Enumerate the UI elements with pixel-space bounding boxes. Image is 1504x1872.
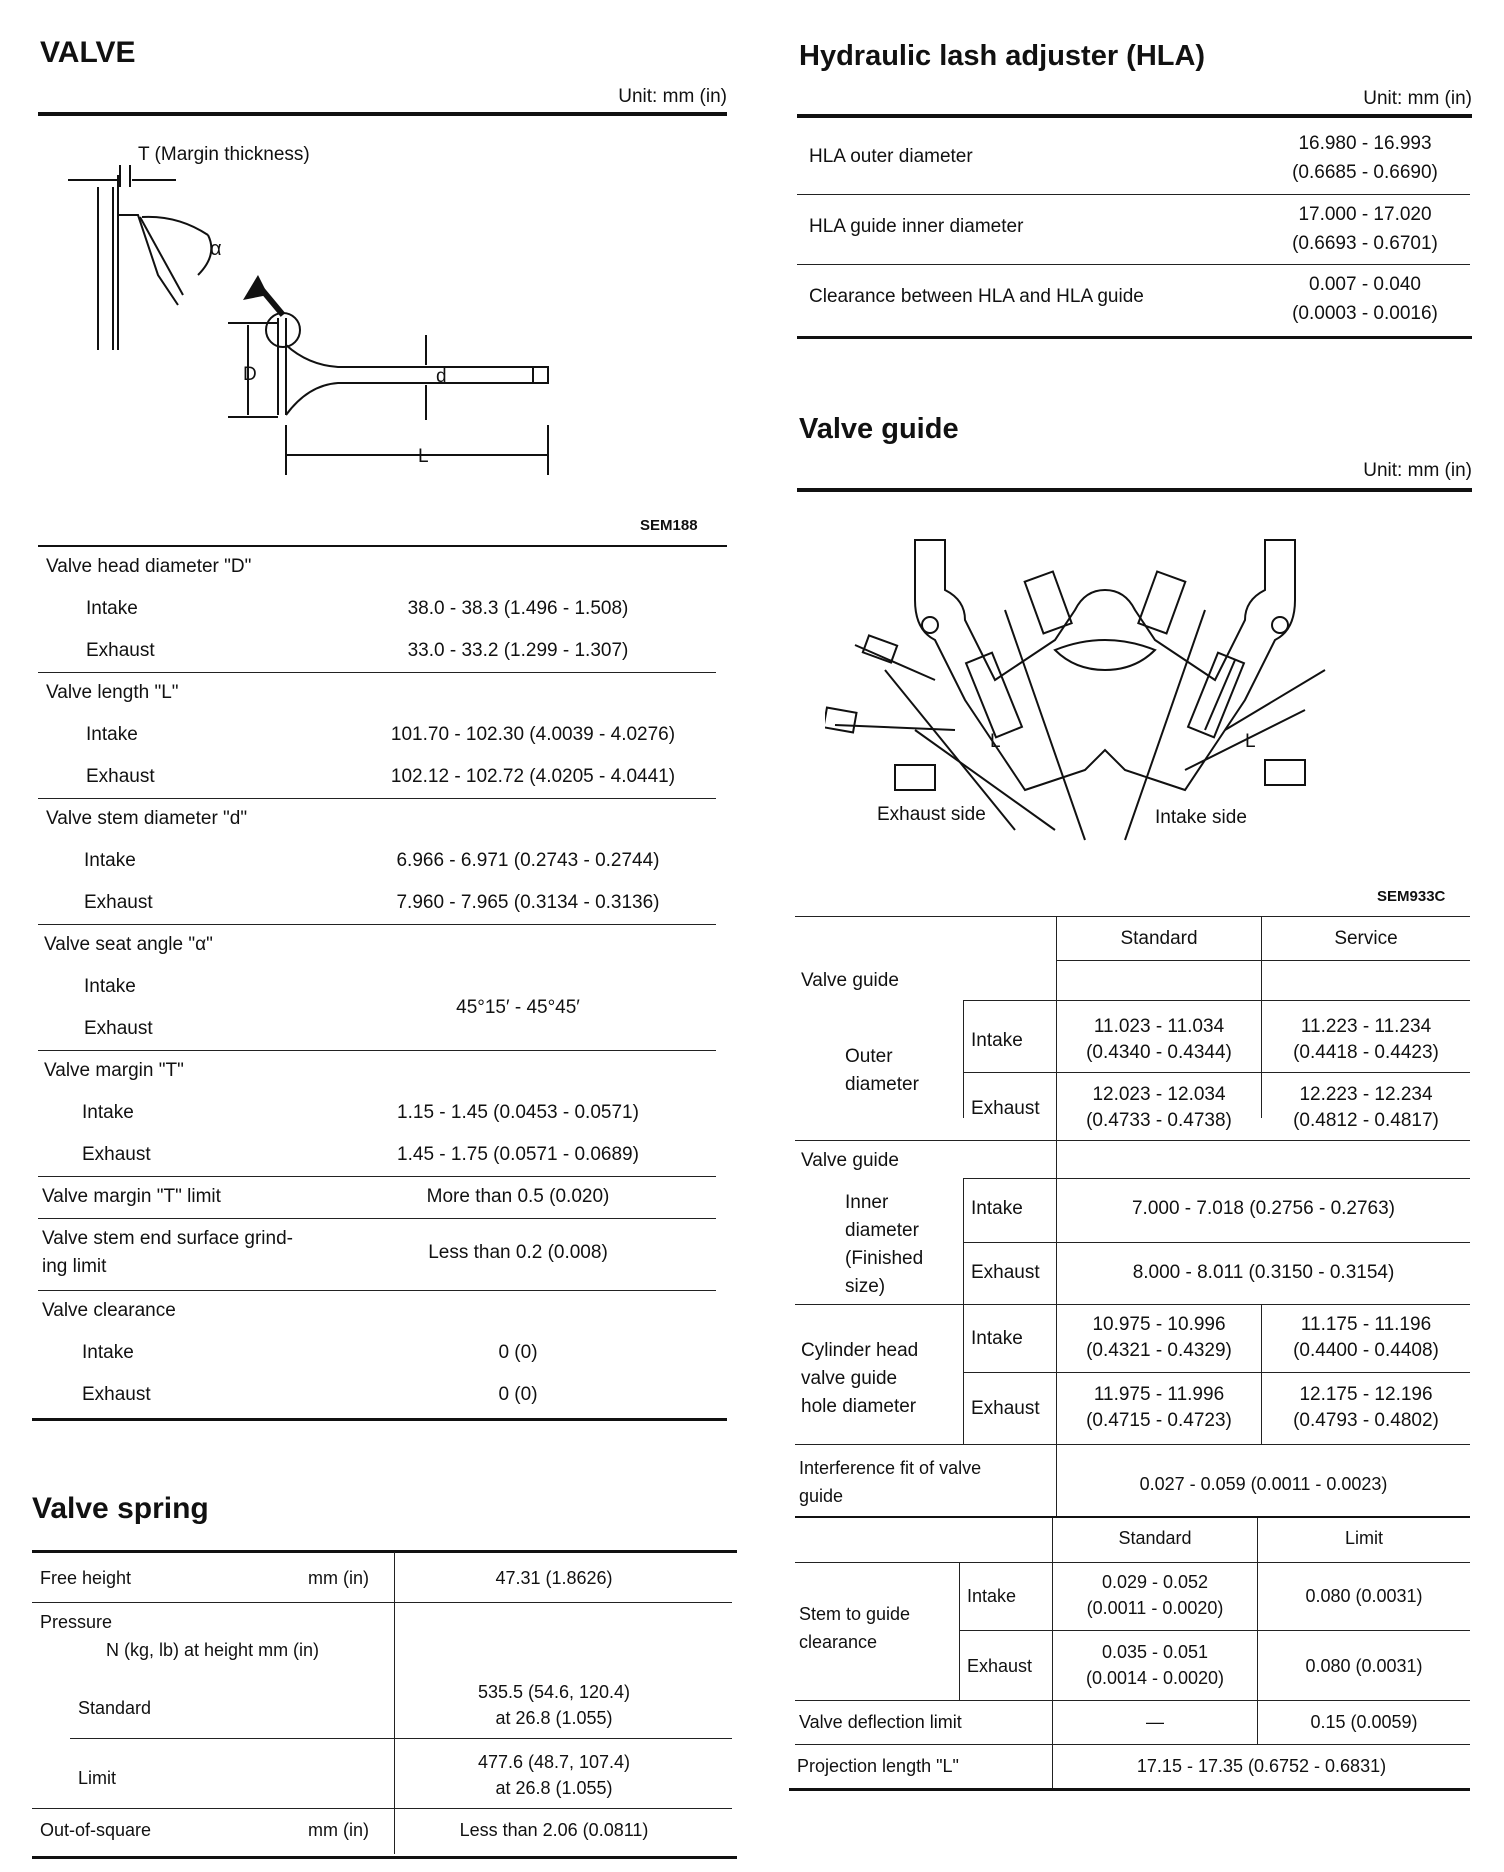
valve-spring-title: Valve spring [32, 1492, 209, 1525]
hla-title: Hydraulic lash adjuster (HLA) [799, 40, 1206, 72]
limit-value-1: 477.6 (48.7, 107.4) [477, 1752, 631, 1772]
row-rule [70, 1738, 732, 1739]
guide-l-label-1: L [990, 731, 1001, 752]
od-intake-srv-1: 11.223 - 11.234 [1300, 1016, 1432, 1037]
sg-header-standard: Standard [1118, 1528, 1192, 1548]
row-rule [797, 264, 1470, 265]
valve-title-rule [38, 112, 727, 116]
valve-seat-angle-label: Valve seat angle "α" [44, 934, 213, 955]
ch-exhaust-srv-1: 12.175 - 12.196 [1299, 1384, 1433, 1405]
od-intake-std-2: (0.4340 - 0.4344) [1086, 1042, 1232, 1063]
interference-value: 0.027 - 0.059 (0.0011 - 0.0023) [1139, 1474, 1388, 1494]
od-exhaust-std-2: (0.4733 - 0.4738) [1086, 1110, 1232, 1131]
limit-value-2: at 26.8 (1.055) [495, 1778, 613, 1798]
hla-guide-inner-value-1: 17.000 - 17.020 [1298, 204, 1432, 225]
od-exhaust-label: Exhaust [971, 1098, 1040, 1119]
row-rule [795, 1444, 1470, 1445]
inner-label-2: diameter [845, 1220, 919, 1241]
hla-outer-diameter-value-1: 16.980 - 16.993 [1298, 133, 1432, 154]
hla-outer-diameter-value-2: (0.6685 - 0.6690) [1292, 162, 1438, 183]
deflection-limit: 0.15 (0.0059) [1310, 1712, 1418, 1732]
row-rule [963, 1372, 1470, 1373]
free-height-label: Free height [40, 1568, 132, 1588]
projection-length-label: Projection length "L" [797, 1756, 959, 1776]
row-rule [959, 1630, 1470, 1631]
valve-section-title: VALVE [40, 36, 136, 69]
inner-label-1: Inner [845, 1192, 889, 1213]
stem-intake-value: 6.966 - 6.971 (0.2743 - 0.2744) [396, 850, 660, 871]
vg-inner-label: Valve guide [801, 1150, 899, 1171]
valve-guide-title: Valve guide [799, 413, 959, 445]
sg-intake-std-2: (0.0011 - 0.0020) [1086, 1598, 1224, 1618]
vg-table-bottom-rule [789, 1788, 1470, 1791]
vg-header-service: Service [1334, 928, 1398, 949]
row-rule [963, 1000, 1470, 1001]
ch-exhaust-label: Exhaust [971, 1398, 1040, 1419]
cyl-head-label-3: hole diameter [801, 1396, 917, 1417]
valve-guide-diagram-code: SEM933C [1377, 888, 1446, 905]
od-intake-std-1: 11.023 - 11.034 [1093, 1016, 1225, 1037]
outer-label-1: Outer [845, 1046, 893, 1067]
guide-l-label-2: L [1245, 731, 1256, 752]
valve-margin-limit-label: Valve margin "T" limit [42, 1186, 221, 1207]
vg-outer-label: Valve guide [801, 970, 899, 991]
vg-table-mid-rule [795, 1516, 1470, 1518]
sg-exhaust-limit: 0.080 (0.0031) [1305, 1656, 1423, 1676]
hla-bottom-rule [797, 336, 1472, 339]
clearance-exhaust-label: Exhaust [82, 1384, 151, 1405]
cyl-head-label-1: Cylinder head [801, 1340, 919, 1361]
clearance-exhaust-value: 0 (0) [498, 1384, 538, 1405]
row-rule [38, 1050, 716, 1051]
grind-limit-label-2: ing limit [42, 1256, 107, 1277]
head-exhaust-label: Exhaust [86, 640, 155, 661]
ch-intake-srv-1: 11.175 - 11.196 [1300, 1314, 1432, 1335]
margin-exhaust-value: 1.45 - 1.75 (0.0571 - 0.0689) [397, 1144, 639, 1165]
free-height-value: 47.31 (1.8626) [495, 1568, 613, 1588]
length-intake-label: Intake [86, 724, 138, 745]
sg-exhaust-label: Exhaust [967, 1656, 1033, 1676]
sg-sub-divider [959, 1562, 960, 1700]
ch-exhaust-srv-2: (0.4793 - 0.4802) [1293, 1410, 1439, 1431]
id-intake-value: 7.000 - 7.018 (0.2756 - 0.2763) [1131, 1198, 1396, 1219]
length-exhaust-label: Exhaust [86, 766, 155, 787]
row-rule [38, 672, 716, 673]
pressure-label: Pressure [40, 1612, 113, 1632]
ch-exhaust-std-1: 11.975 - 11.996 [1093, 1384, 1225, 1405]
valve-table-top-rule [38, 545, 727, 547]
inner-label-3: (Finished [845, 1248, 924, 1269]
row-rule [795, 1744, 1470, 1745]
free-height-unit: mm (in) [308, 1568, 369, 1588]
ch-intake-std-2: (0.4321 - 0.4329) [1086, 1340, 1232, 1361]
row-rule [963, 1242, 1470, 1243]
alpha-label: α [210, 238, 222, 260]
length-exhaust-value: 102.12 - 102.72 (4.0205 - 4.0441) [390, 766, 676, 787]
od-exhaust-srv-1: 12.223 - 12.234 [1299, 1084, 1433, 1105]
stem-exhaust-label: Exhaust [84, 892, 153, 913]
l-length-label: L [418, 446, 429, 467]
sg-exhaust-std-1: 0.035 - 0.051 [1101, 1642, 1209, 1662]
cyl-head-label-2: valve guide [801, 1368, 898, 1389]
id-exhaust-label: Exhaust [971, 1262, 1040, 1283]
pressure-unit-label: N (kg, lb) at height mm (in) [106, 1640, 320, 1660]
stem-intake-label: Intake [84, 850, 136, 871]
row-rule [963, 1072, 1470, 1073]
od-intake-srv-2: (0.4418 - 0.4423) [1293, 1042, 1439, 1063]
row-rule [795, 1140, 1470, 1141]
seat-intake-label: Intake [84, 976, 136, 997]
sg-intake-label: Intake [967, 1586, 1017, 1606]
out-of-square-label: Out-of-square [40, 1820, 152, 1840]
vg-header-standard: Standard [1120, 928, 1198, 949]
exhaust-side-label: Exhaust side [877, 804, 986, 825]
spring-bottom-rule [32, 1856, 737, 1859]
interference-label-1: Interference fit of valve [799, 1458, 982, 1478]
row-rule [795, 1700, 1470, 1701]
hla-clearance-value-1: 0.007 - 0.040 [1309, 274, 1421, 295]
row-rule [795, 1304, 1470, 1305]
spring-top-rule [32, 1550, 737, 1553]
valve-diagram [58, 135, 578, 495]
valve-length-label: Valve length "L" [46, 682, 179, 703]
d-stem-label: d [436, 366, 447, 387]
row-rule [38, 1176, 716, 1177]
hla-guide-inner-value-2: (0.6693 - 0.6701) [1292, 233, 1438, 254]
head-intake-label: Intake [86, 598, 138, 619]
valve-margin-label: Valve margin "T" [44, 1060, 184, 1081]
vg-sub-divider [963, 1304, 964, 1444]
out-of-square-unit: mm (in) [308, 1820, 369, 1840]
inner-label-4: size) [845, 1276, 886, 1297]
row-rule [797, 194, 1470, 195]
standard-value-2: at 26.8 (1.055) [495, 1708, 613, 1728]
row-rule [795, 1562, 1470, 1563]
id-intake-label: Intake [971, 1198, 1023, 1219]
vg-sub-divider [963, 1000, 964, 1118]
clearance-intake-value: 0 (0) [498, 1342, 538, 1363]
seat-exhaust-label: Exhaust [84, 1018, 153, 1039]
od-exhaust-srv-2: (0.4812 - 0.4817) [1293, 1110, 1439, 1131]
vg-sub-divider [963, 1178, 964, 1304]
hla-unit: Unit: mm (in) [1363, 88, 1472, 109]
out-of-square-value: Less than 2.06 (0.0811) [459, 1820, 649, 1840]
row-rule [38, 1290, 716, 1291]
deflection-label: Valve deflection limit [799, 1712, 962, 1732]
ch-intake-label: Intake [971, 1328, 1023, 1349]
valve-head-diameter-label: Valve head diameter "D" [46, 556, 252, 577]
ch-exhaust-std-2: (0.4715 - 0.4723) [1086, 1410, 1232, 1431]
valve-table-bottom-rule [32, 1418, 727, 1421]
od-exhaust-std-1: 12.023 - 12.034 [1092, 1084, 1226, 1105]
od-intake-label: Intake [971, 1030, 1023, 1051]
sg-intake-limit: 0.080 (0.0031) [1305, 1586, 1423, 1606]
ch-intake-srv-2: (0.4400 - 0.4408) [1293, 1340, 1439, 1361]
sg-intake-std-1: 0.029 - 0.052 [1101, 1572, 1209, 1592]
valve-unit: Unit: mm (in) [618, 86, 727, 107]
standard-value-1: 535.5 (54.6, 120.4) [477, 1682, 631, 1702]
grind-limit-value: Less than 0.2 (0.008) [428, 1242, 608, 1263]
sg-divider-2 [1257, 1518, 1258, 1744]
valve-margin-limit-value: More than 0.5 (0.020) [426, 1186, 610, 1207]
valve-clearance-label: Valve clearance [42, 1300, 176, 1321]
stem-guide-label-1: Stem to guide [799, 1604, 911, 1624]
id-exhaust-value: 8.000 - 8.011 (0.3150 - 0.3154) [1132, 1262, 1395, 1283]
deflection-standard: — [1146, 1712, 1164, 1732]
valve-diagram-code: SEM188 [640, 517, 698, 534]
d-head-label: D [243, 364, 257, 385]
clearance-intake-label: Intake [82, 1342, 134, 1363]
valve-guide-unit: Unit: mm (in) [1363, 460, 1472, 481]
row-rule [1057, 960, 1470, 961]
seat-angle-value: 45°15′ - 45°45′ [456, 997, 580, 1018]
stem-guide-label-2: clearance [799, 1632, 878, 1652]
hla-clearance-value-2: (0.0003 - 0.0016) [1292, 303, 1438, 324]
row-rule [38, 924, 716, 925]
valve-stem-diameter-label: Valve stem diameter "d" [46, 808, 248, 829]
hla-guide-inner-label: HLA guide inner diameter [809, 216, 1024, 237]
row-rule [32, 1602, 732, 1603]
standard-label: Standard [78, 1698, 152, 1718]
row-rule [795, 916, 1470, 917]
interference-label-2: guide [799, 1486, 844, 1506]
valve-guide-title-rule [797, 488, 1472, 492]
sg-header-limit: Limit [1344, 1528, 1383, 1548]
margin-exhaust-label: Exhaust [82, 1144, 151, 1165]
grind-limit-label-1: Valve stem end surface grind- [42, 1228, 293, 1249]
length-intake-value: 101.70 - 102.30 (4.0039 - 4.0276) [390, 724, 676, 745]
stem-exhaust-value: 7.960 - 7.965 (0.3134 - 0.3136) [396, 892, 660, 913]
sg-exhaust-std-2: (0.0014 - 0.0020) [1085, 1668, 1225, 1688]
head-intake-value: 38.0 - 38.3 (1.496 - 1.508) [407, 598, 629, 619]
hla-outer-diameter-label: HLA outer diameter [809, 146, 973, 167]
margin-thickness-label: T (Margin thickness) [138, 144, 310, 165]
row-rule [38, 1218, 716, 1219]
intake-side-label: Intake side [1155, 807, 1247, 828]
outer-label-2: diameter [845, 1074, 919, 1095]
margin-intake-label: Intake [82, 1102, 134, 1123]
row-rule [32, 1808, 732, 1809]
projection-length-value: 17.15 - 17.35 (0.6752 - 0.6831) [1136, 1756, 1387, 1776]
row-rule [963, 1178, 1470, 1179]
hla-clearance-label: Clearance between HLA and HLA guide [809, 286, 1144, 307]
head-exhaust-value: 33.0 - 33.2 (1.299 - 1.307) [407, 640, 629, 661]
limit-label: Limit [78, 1768, 117, 1788]
cylinder-head-diagram [825, 530, 1345, 850]
hla-title-rule [797, 114, 1472, 118]
row-rule [38, 798, 716, 799]
ch-intake-std-1: 10.975 - 10.996 [1092, 1314, 1226, 1335]
margin-intake-value: 1.15 - 1.45 (0.0453 - 0.0571) [397, 1102, 639, 1123]
